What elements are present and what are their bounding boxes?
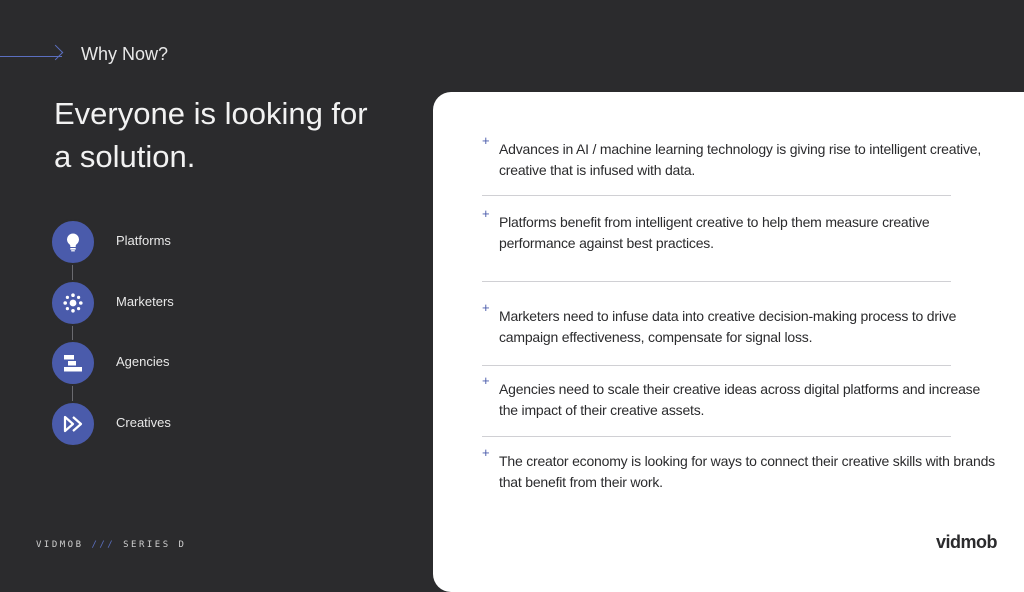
timeline-label: Platforms [116,233,171,248]
footer-series [36,540,186,550]
plus-icon: + [482,445,490,460]
plus-icon: + [482,133,490,148]
arrow-right-icon [48,45,64,61]
divider [482,195,951,196]
divider [482,436,951,437]
bullet-text: Platforms benefit from intelligent creative to help them measure creative performance against best practices. [499,214,930,251]
timeline-item-agencies [50,340,250,386]
lightbulb-icon [50,219,96,265]
bars-icon [50,340,96,386]
footer-separator: /// [91,540,116,550]
bullet-text: Agencies need to scale their creative ideas across digital platforms and increase the impact of their creative assets. [499,381,981,418]
divider [482,281,951,282]
footer-brand: VIDMOB [36,540,84,550]
headline: Everyone is looking for a solution. [54,96,368,174]
divider [482,365,951,366]
plus-icon: + [482,300,490,315]
network-hub-icon [50,280,96,326]
bullet-text: The creator economy is looking for ways to connect their creative skills with brands that benefit from their work. [499,453,995,490]
timeline-label: Marketers [116,294,174,309]
timeline-label: Creatives [116,415,171,430]
vidmob-logo: vidmob [936,532,998,552]
timeline-item-marketers [50,280,250,326]
timeline-item-creatives [50,401,250,447]
footer-series-label: SERIES D [123,540,187,550]
plus-icon: + [482,373,490,388]
timeline-connector [72,242,73,424]
plus-icon: + [482,206,490,221]
timeline-label: Agencies [116,354,170,369]
section-kicker: Why Now? [81,44,169,64]
bullet-text: Marketers need to infuse data into creative decision-making process to drive campaign effectiveness, compensate for signal loss. [499,308,957,345]
bullet-text: Advances in AI / machine learning technology is giving rise to intelligent creative, creative that is infused with data. [499,141,982,178]
timeline-item-platforms [50,219,250,265]
fast-forward-icon [50,401,96,447]
